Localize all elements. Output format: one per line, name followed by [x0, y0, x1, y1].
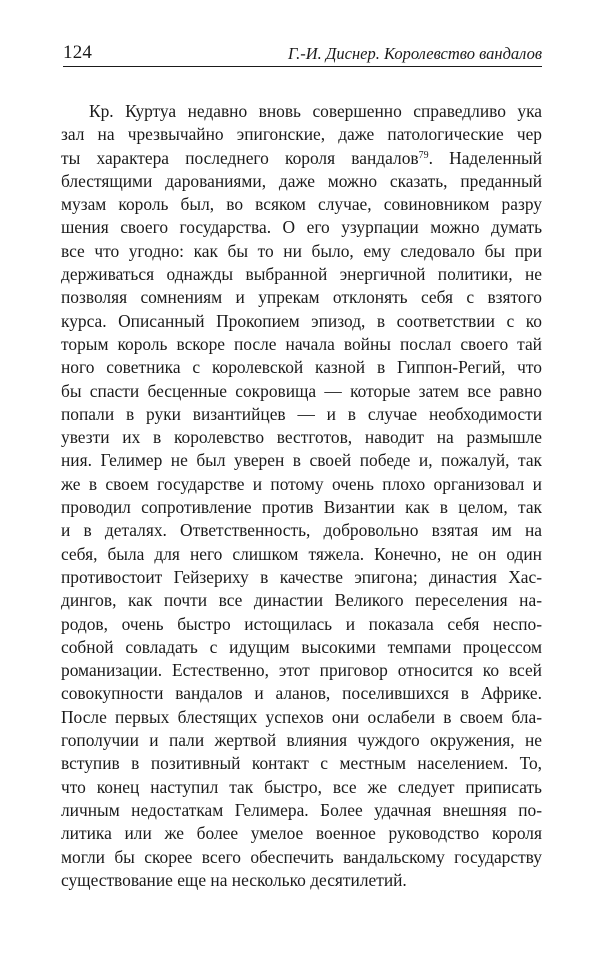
- text-line: родов, очень быстро истощилась и показала себя неспо-: [61, 613, 542, 634]
- text-line: держиваться однажды выбранной энергичной политики, не: [61, 264, 542, 285]
- text-line: же в своем государстве и потому очень плохо организовал и: [61, 473, 542, 494]
- text-line: гополучии и пали жертвой влияния чуждого окружения, не: [61, 730, 542, 751]
- text-line: позволяя сомнениям и упрекам отклонять себя с взятого: [61, 287, 542, 308]
- text-line: бы спасти бесценные сокровища — которые затем все равно: [61, 380, 542, 401]
- running-title: Г.-И. Диснер. Королевство вандалов: [287, 44, 542, 63]
- page-header: [63, 38, 542, 68]
- header-rule: [63, 66, 542, 67]
- text-line: попали в руки византийцев — и в случае необходимости: [61, 403, 542, 424]
- text-line: шения своего государства. О его узурпации можно думать: [61, 217, 542, 238]
- text-line: проводил сопротивление против Византии как в целом, так: [61, 497, 542, 518]
- text-line: собной совладать с идущим высокими темпами процессом: [61, 636, 542, 657]
- text-line: и в деталях. Ответственность, добровольно взятая им на: [61, 520, 542, 541]
- text-line: романизации. Естественно, этот приговор относится ко всей: [61, 660, 542, 681]
- text-line: дингов, как почти все династии Великого переселения на-: [61, 590, 542, 611]
- text-line: что конец наступил так быстро, все же следует приписать: [61, 776, 542, 797]
- text-line: себя, была для него слишком тяжела. Конечно, не он один: [61, 543, 542, 564]
- text-line: [61, 147, 542, 170]
- text-line: все что угодно: как бы то ни было, ему следовало бы при: [61, 240, 542, 261]
- text-line: После первых блестящих успехов они ослабели в своем бла-: [61, 706, 542, 727]
- text-line: музам король был, во всяком случае, совиновником разру: [61, 194, 542, 215]
- text-line: литика или же более умелое военное руководство короля: [61, 823, 542, 844]
- text-line: торым король вскоре после начала войны послал своего тай: [61, 333, 542, 354]
- text-line: могли бы скорее всего обеспечить вандальскому государству: [61, 846, 542, 867]
- text-line: ния. Гелимер не был уверен в своей победе и, пожалуй, так: [61, 450, 542, 471]
- text-line: зал на чрезвычайно эпигонские, даже патологические чер: [61, 124, 542, 145]
- page-number: 124: [63, 42, 93, 63]
- text-line: курса. Описанный Прокопием эпизод, в соответствии с ко: [61, 310, 542, 331]
- text-line: блестящими дарованиями, даже можно сказать, преданный: [61, 170, 542, 191]
- text-line: противостоит Гейзериху в качестве эпигона; династия Хас-: [61, 566, 542, 587]
- text-line-segment: . Наделенный: [428, 147, 542, 168]
- footnote-ref: 79: [418, 149, 429, 161]
- text-line: увезти их в королевство вестготов, наводит на размышле: [61, 427, 542, 448]
- text-line: вступив в позитивный контакт с местным населением. То,: [61, 753, 542, 774]
- text-line-segment: ты характера последнего короля вандалов: [61, 147, 419, 168]
- text-line: существование еще на несколько десятилетий.: [61, 869, 407, 890]
- text-line: личным недостаткам Гелимера. Более удачная внешняя по-: [61, 799, 542, 820]
- text-line: Кр. Куртуа недавно вновь совершенно справедливо ука: [89, 101, 542, 121]
- text-line: совокупности вандалов и аланов, поселившихся в Африке.: [61, 683, 542, 704]
- body-text: [61, 100, 542, 892]
- text-line: ного советника с королевской казной в Гиппон-Регий, что: [61, 357, 542, 378]
